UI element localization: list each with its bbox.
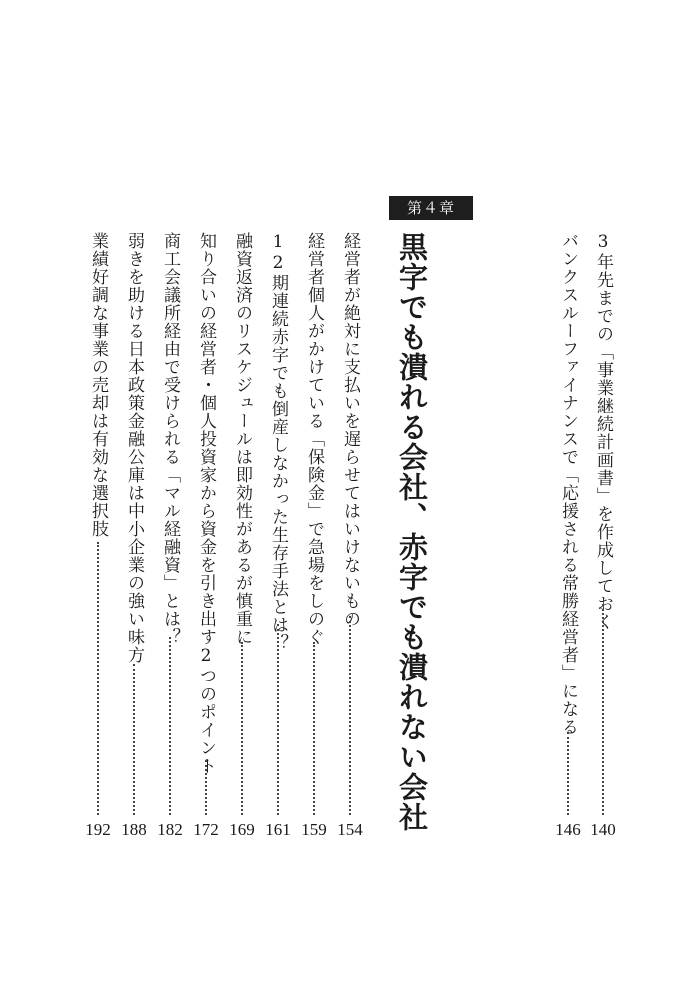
toc-entry[interactable] — [590, 232, 616, 837]
toc-entry-page: 140 — [590, 820, 616, 839]
leader-dots — [205, 760, 207, 815]
toc-entry-page: 169 — [229, 820, 255, 839]
toc-entry[interactable] — [337, 232, 363, 837]
toc-entry-title: 経営者個人がかけている「保険金」で急場をしのぐ — [304, 232, 324, 646]
toc-entry-title: 知り合いの経営者・個人投資家から資金を引き出す2つのポイント — [196, 232, 216, 775]
leader-dots — [602, 604, 604, 815]
toc-entry-title: 融資返済のリスケジュールは即効性があるが慎重に — [232, 232, 252, 646]
leader-dots — [567, 732, 569, 815]
leader-dots — [277, 624, 279, 815]
toc-entry[interactable] — [301, 232, 327, 837]
toc-entry-title: 12期連続赤字でも倒産しなかった生存手法とは？ — [268, 232, 288, 652]
leader-dots — [313, 642, 315, 815]
leader-dots — [169, 637, 171, 815]
toc-entry-page: 154 — [337, 820, 363, 839]
toc-entry[interactable] — [193, 232, 219, 837]
toc-entry[interactable] — [229, 232, 255, 837]
toc-entry-page: 161 — [265, 820, 291, 839]
toc-entry-title: 業績好調な事業の売却は有効な選択肢 — [88, 232, 108, 538]
chapter-badge: 第４章 — [389, 196, 473, 220]
toc-entry-page: 172 — [193, 820, 219, 839]
toc-entry-page: 192 — [85, 820, 111, 839]
leader-dots — [97, 542, 99, 815]
toc-entry-page: 188 — [121, 820, 147, 839]
toc-entry-title: 3年先までの「事業継続計画書」を作成しておく — [593, 232, 613, 631]
toc-entry-title: 弱きを助ける日本政策金融公庫は中小企業の強い味方 — [124, 232, 144, 664]
toc-entry[interactable] — [85, 232, 111, 837]
toc-entry[interactable] — [265, 232, 291, 837]
toc-entry-title: バンクスルーファイナンスで「応援される常勝経営者」になる — [558, 232, 578, 736]
toc-entry-page: 146 — [555, 820, 581, 839]
leader-dots — [133, 664, 135, 815]
chapter-title: 黒字でも潰れる会社、赤字でも潰れない会社 — [395, 232, 429, 832]
toc-entry-page: 159 — [301, 820, 327, 839]
toc-entry[interactable] — [555, 232, 581, 837]
toc-entry-title: 経営者が絶対に支払いを遅らせてはいけないもの — [340, 232, 360, 628]
leader-dots — [241, 642, 243, 815]
toc-entry-page: 182 — [157, 820, 183, 839]
toc-entry-title: 商工会議所経由で受けられる「マル経融資」とは？ — [160, 232, 180, 646]
toc-entry[interactable] — [121, 232, 147, 837]
toc-entry[interactable] — [157, 232, 183, 837]
leader-dots — [349, 616, 351, 815]
